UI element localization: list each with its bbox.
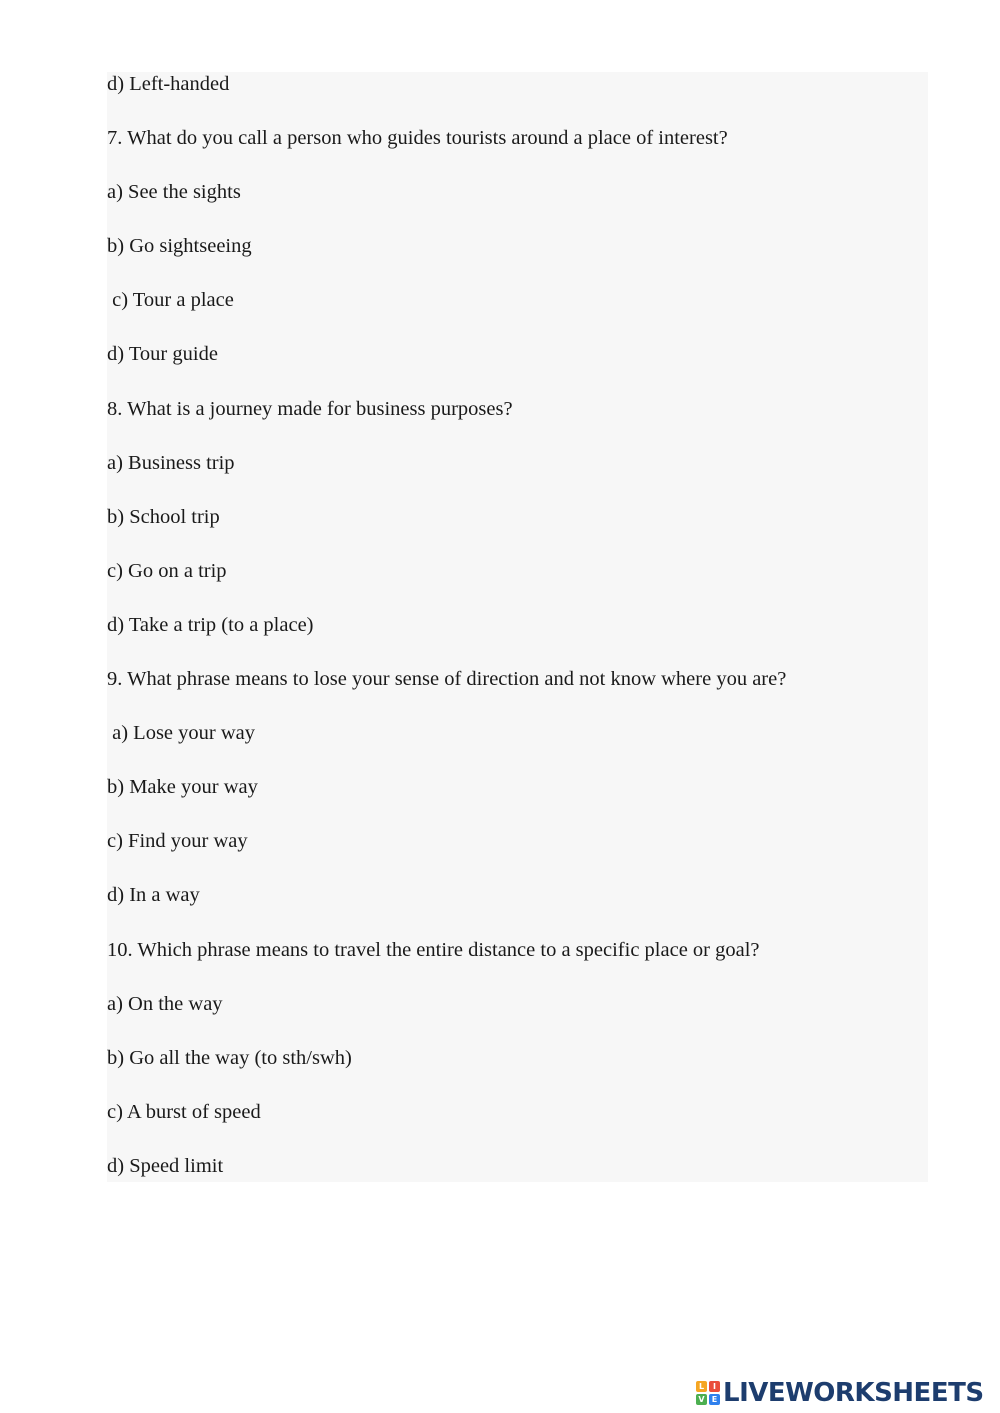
answer-option-10a: a) On the way (107, 992, 223, 1015)
answer-option-8d: d) Take a trip (to a place) (107, 613, 314, 636)
answer-option-9b: b) Make your way (107, 776, 258, 799)
answer-option-8a: a) Business trip (107, 451, 235, 474)
question-10: 10. Which phrase means to travel the entire distance to a specific place or goal? (107, 938, 760, 961)
answer-option-9d: d) In a way (107, 884, 200, 907)
answer-option-8b: b) School trip (107, 505, 220, 528)
question-8: 8. What is a journey made for business purposes? (107, 397, 513, 420)
answer-option-7a: a) See the sights (107, 181, 241, 204)
logo-block-e: E (709, 1394, 720, 1405)
answer-option-10d: d) Speed limit (107, 1154, 224, 1177)
question-7: 7. What do you call a person who guides tourists around a place of interest? (107, 127, 728, 150)
answer-option-7d: d) Tour guide (107, 343, 218, 366)
answer-option-9c: c) Find your way (107, 830, 248, 853)
answer-option-6d: d) Left-handed (107, 73, 230, 95)
answer-option-10c: c) A burst of speed (107, 1100, 261, 1123)
worksheet-body (107, 70, 928, 1206)
answer-option-8c: c) Go on a trip (107, 559, 227, 582)
logo-block-v: V (696, 1394, 707, 1405)
logo-wordmark: LIVEWORKSHEETS (723, 1378, 984, 1408)
logo-block-i: I (709, 1381, 720, 1392)
logo-blocks-icon (696, 1381, 720, 1405)
answer-option-7c: c) Tour a place (107, 289, 234, 312)
answer-option-10b: b) Go all the way (to sth/swh) (107, 1046, 352, 1069)
liveworksheets-logo (696, 1377, 984, 1409)
answer-option-7b: b) Go sightseeing (107, 235, 252, 258)
question-9: 9. What phrase means to lose your sense of direction and not know where you are? (107, 668, 787, 691)
answer-option-9a: a) Lose your way (107, 722, 256, 745)
logo-block-l: L (696, 1381, 707, 1392)
